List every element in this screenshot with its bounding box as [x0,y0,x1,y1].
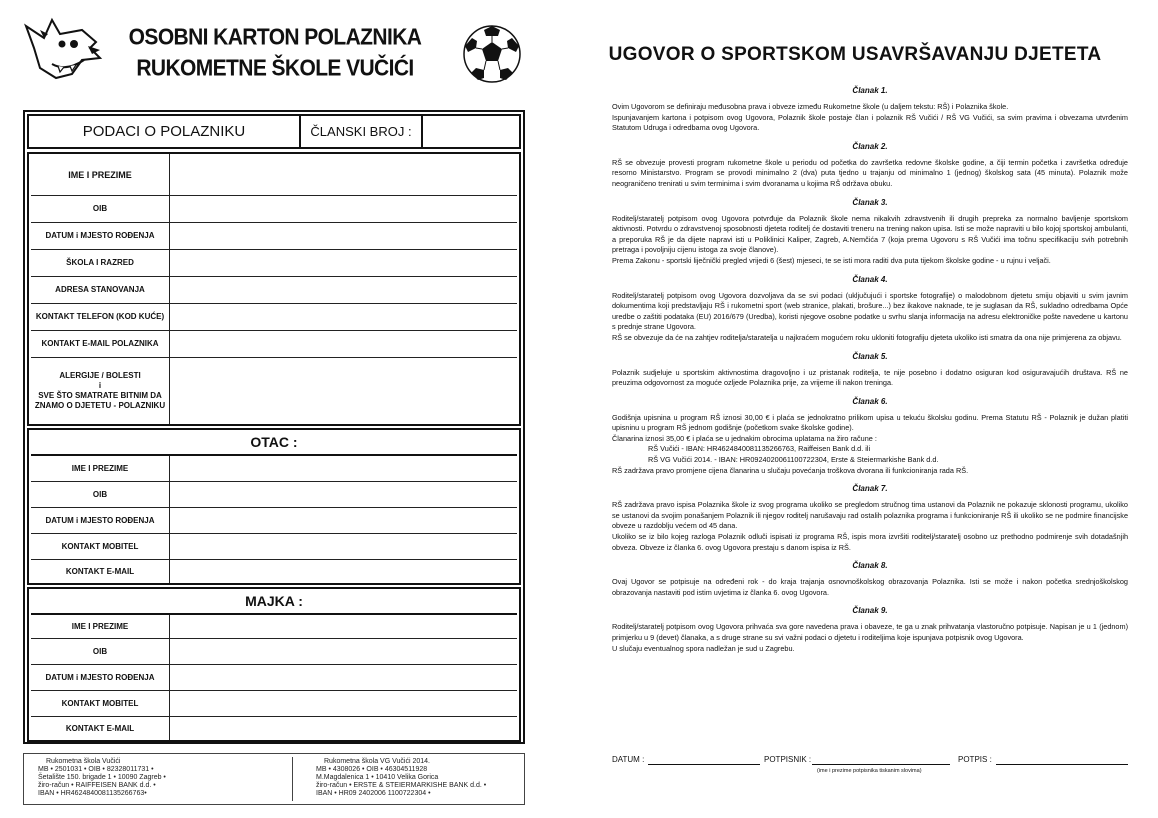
footer-divider [292,757,293,801]
mother-oib-label: OIB [31,639,170,664]
allergy-label [31,358,170,424]
allergy-label-line: SVE ŠTO SMATRATE BITNIM DA [38,391,162,400]
mother-name-field[interactable] [170,615,517,638]
student-form [23,110,525,744]
birth-field[interactable] [170,223,517,249]
form-row [31,507,517,533]
mother-birth-label: DATUM i MJESTO ROĐENJA [31,665,170,690]
form-row [31,330,517,357]
date-line[interactable] [648,764,760,765]
form-row [31,222,517,249]
club-info-footer [23,753,525,805]
father-email-label: KONTAKT E-MAIL [31,560,170,583]
mother-mobile-field[interactable] [170,691,517,716]
article-text: Članarina iznosi 35,00 € i plaća se u jednakim obrocima uplatama na žiro račune : [612,433,877,443]
oib-label: OIB [31,196,170,222]
allergy-label-line: i [98,381,102,390]
signature-block [612,753,1132,781]
birth-label: DATUM i MJESTO ROĐENJA [31,223,170,249]
article-text: Ovaj Ugovor se potpisuje na određeni rok - do kraja trajanja osnovnoškolskog obrazovanja Polaznika. Isti se može i nakon početka srednjoškolskog obrazovanja nastaviti pod istim uvjetima iz članka 6. ovog Ugovora. [612,577,1128,597]
school-field[interactable] [170,250,517,276]
article-heading: Članak 6. [852,396,888,406]
article-text: Roditelj/staratelj potpisom ovog Ugovora dozvoljava da se svi podaci (uključujući i sportske fotografije) o malodobnom djetetu smiju objaviti u svim javnim dokumentima koji predstavljaju RŠ i rukometni sport (web stranice, plakati, brošure...) bez ikakove naknade, te je suglasan da RŠ, sukladno odredbama Opće uredbe o zaštiti podataka (EU) 2016/679 (Uredba), koristi njegove osobne podatke u svrhu slanja informacija na adresu elektroničke pošte navedene u kartonu s prednje strane Ugovora. [612,290,1128,332]
article-text: Ukoliko se iz bilo kojeg razloga Polaznik odluči ispisati iz programa RŠ, ispis mora izvršiti roditelj/staratelj osobno uz prethodno podmirenje svih dotadašnjih obveza. Obveze iz članka 6. ovog Ugovora prestaju s danom ispisa iz RŠ. [612,532,1128,552]
mother-section [27,587,521,742]
allergy-label-line: ALERGIJE / BOLESTI [59,371,141,380]
form-row [31,716,517,740]
article-text: U slučaju eventualnog spora nadležan je sud u Zagrebu. [612,643,795,653]
mother-mobile-label: KONTAKT MOBITEL [31,691,170,716]
footer-line: IBAN • HR4624840081135266763• [38,790,147,797]
father-mobile-label: KONTAKT MOBITEL [31,534,170,559]
article-heading: Članak 1. [852,86,888,95]
footer-line: Šetalište 150. brigade 1 • 10090 Zagreb • [38,774,166,781]
article-text: RŠ se obvezuje provesti program rukometne škole u periodu od početka do završetka redovne školske godine, a čiji termin početka i završetka određuje resorno Ministarstvo. Program se provodi minimalno 2 (dva) puta tjedno u trajanju od minimalno 1 (jednog) školskog sata (45 minuta). Polaznik može neograničeno trenirati u svim terminima i svim dvoranama u kojima RŠ održava obuku. [612,157,1128,188]
article-text: RŠ zadržava pravo ispisa Polaznika škole iz svog programa ukoliko se pregledom stručnog tima ustanovi da Polaznik ne pokazuje sklonosti programu, ukoliko se ustanovi da svojim ponašanjem Polaznik ili njegov roditelj narušavaju rad ostalih polaznika programa i funkcioniranje RŠ ili ukoliko se ne podmire financijske obveze u razdoblju većem od 45 dana. [612,500,1128,531]
form-title-line1: OSOBNI KARTON POLAZNIKA [128,24,422,51]
article-text: RŠ se obvezuje da će na zahtjev roditelja/staratelja u najkraćem mogućem roku ukloniti fotografiju djeteta ukoliko isti smatra da ona nije primjerena za objavu. [612,332,1122,342]
article-heading: Članak 3. [852,197,888,207]
article-text: Prema Zakonu - sportski liječnički pregled vrijedi 6 (šest) mjeseci, te se isti mora raditi dva puta tijekom školske godine - u rujnu i veljači. [612,255,1051,265]
article-text: Ispunjavanjem kartona i potpisom ovog Ugovora, Polaznik škole postaje član i polaznik RŠ Vučići / RŠ VG Vučići, sa svim pravima i obvezama utvrđenim Statutom Udruga i odredbama ovog Ugovora. [612,112,1128,133]
article-text: Roditelj/staratelj potpisom ovog Ugovora potvrđuje da Polaznik škole nema nikakvih zdravstvenih ili drugih prepreka za normalno bavljenje sportskom aktivnosti. Potvrdu o zdravstvenoj sposobnosti djeteta roditelj će dostaviti treneru na trening nakon upisa. Isti se može napraviti u bilo kojoj sportskoj ambulanti, a preporuka RŠ je da dijete napravi isti u Poliklinici Kaliper, Zagreb, A.Nemčića 7 (koja prema Ugovoru s RŠ Vučići ima točnu specifikaciju svih potrebnih pretraga i povoljniju cijenu istoga za svoje članove). [612,213,1128,255]
student-email-field[interactable] [170,331,517,357]
form-row [31,454,517,481]
signature-line[interactable] [996,764,1128,765]
signatory-label: POTPISNIK : [764,755,812,764]
member-number-label: ČLANSKI BROJ : [299,116,423,147]
header-label: PODACI O POLAZNIKU [82,123,246,140]
oib-field[interactable] [170,196,517,222]
form-row [31,357,517,424]
student-email-label: KONTAKT E-MAIL POLAZNIKA [31,331,170,357]
article-heading: Članak 7. [852,484,888,494]
home-phone-field[interactable] [170,304,517,330]
signatory-note: (ime i prezime potpisnika tiskanim slovima) [817,768,922,774]
article-text: Ovim Ugovorom se definiraju međusobna prava i obveze između Rukometne škole (u daljem tekstu: RŠ) i Polaznika škole. [612,102,1009,111]
father-oib-label: OIB [31,482,170,507]
form-row [31,559,517,583]
allergy-field[interactable] [170,358,517,424]
name-label: IME I PREZIME [31,154,170,195]
bank-account: RŠ VG Vučići 2014. - IBAN: HR0924020061100722304, Erste & Steiermarkishe Bank d.d. [648,455,939,465]
form-header [27,114,521,149]
article-heading: Članak 4. [852,274,888,284]
article-heading: Članak 8. [852,561,888,571]
wolf-logo [22,8,104,90]
name-field[interactable] [170,154,517,195]
form-row [31,154,517,195]
form-row [31,276,517,303]
mother-email-field[interactable] [170,717,517,740]
article-heading: Članak 9. [852,606,888,616]
allergy-label-line: ZNAMO O DJETETU - POLAZNIKU [34,401,166,410]
form-row [31,249,517,276]
form-title-line2: RUKOMETNE ŠKOLE VUČIĆI [136,55,414,82]
article-text: Godišnja upisnina u program RŠ iznosi 30,00 € i plaća se jednokratno prilikom upisa u tekuću školsku godinu. Prema Statutu RŠ - Polaznik je dužan platiti upisninu u program RŠ jednom godišnje (početkom svake školske godine). [612,412,1128,433]
article-heading: Članak 2. [852,141,888,151]
date-label: DATUM : [612,755,645,764]
member-number-field[interactable] [421,116,519,147]
mother-title: MAJKA : [245,593,303,609]
footer-line: MB • 4308026 • OIB • 46304511928 [316,766,428,773]
article-text: Polaznik sudjeluje u sportskim aktivnostima dragovoljno i uz pristanak roditelja, te nije posebno i dodatno osiguran kod osiguravajućih društava. RŠ ne preuzima odgovornost za moguće ozljede Polaznika prije, za vrijeme ili nakon treninga. [612,367,1128,388]
bank-account: RŠ Vučići - IBAN: HR4624840081135266763, Raiffeisen Bank d.d. ili [648,444,871,454]
father-title: OTAC : [250,434,298,450]
father-section [27,428,521,585]
contract-body [612,86,1128,654]
signature-label: POTPIS : [958,755,992,764]
form-row [31,638,517,664]
contract-title: UGOVOR O SPORTSKOM USAVRŠAVANJU DJETETA [608,44,1102,65]
home-phone-label: KONTAKT TELEFON (KOD KUĆE) [31,304,170,330]
footer-line: MB • 2501031 • OIB • 82328011731 • [38,766,154,773]
address-field[interactable] [170,277,517,303]
footer-right [316,758,486,798]
father-name-label: IME I PREZIME [31,456,170,481]
form-row [31,613,517,638]
school-label: ŠKOLA I RAZRED [31,250,170,276]
footer-line: žiro-račun • ERSTE & STEIERMARKISHE BANK d.d. • [316,782,487,789]
mother-oib-field[interactable] [170,639,517,664]
mother-name-label: IME I PREZIME [31,615,170,638]
father-email-field[interactable] [170,560,517,583]
form-row [31,690,517,716]
address-label: ADRESA STANOVANJA [31,277,170,303]
handball-icon [462,24,522,84]
form-row [31,195,517,222]
footer-line: žiro-račun • RAIFFEISEN BANK d.d. • [38,782,156,789]
father-name-field[interactable] [170,456,517,481]
form-row [31,481,517,507]
form-row [31,533,517,559]
mother-birth-field[interactable] [170,665,517,690]
father-birth-label: DATUM i MJESTO ROĐENJA [31,508,170,533]
signatory-line[interactable] [812,764,950,765]
mother-email-label: KONTAKT E-MAIL [31,717,170,740]
article-text: Roditelj/staratelj potpisom ovog Ugovora prihvaća sva gore navedena prava i obaveze, te ga u znak prihvatanja vlastoručno potpisuje. Napisan je u 1 (jednom) primjerku u 9 (devet) članaka, a s druge strane su svi važni podaci o djetetu i roditeljima koje ispunjava potpisnik ovog Ugovora. [612,622,1128,642]
father-oib-field[interactable] [170,482,517,507]
article-heading: Članak 5. [852,351,888,361]
footer-line: Rukometna škola VG Vučići 2014. [324,758,430,765]
form-row [31,303,517,330]
student-section [27,152,521,426]
footer-left [38,758,166,798]
footer-line: Rukometna škola Vučići [46,758,121,765]
father-birth-field[interactable] [170,508,517,533]
footer-line: M.Magdalenica 1 • 10410 Velika Gorica [316,774,439,781]
father-mobile-field[interactable] [170,534,517,559]
article-text: RŠ zadržava pravo promjene cijena članarina u slučaju povećanja troškova dvorana ili funkcioniranja rada RŠ. [612,465,969,475]
form-row [31,664,517,690]
footer-line: IBAN • HR09 2402006 1100722304 • [316,790,431,797]
